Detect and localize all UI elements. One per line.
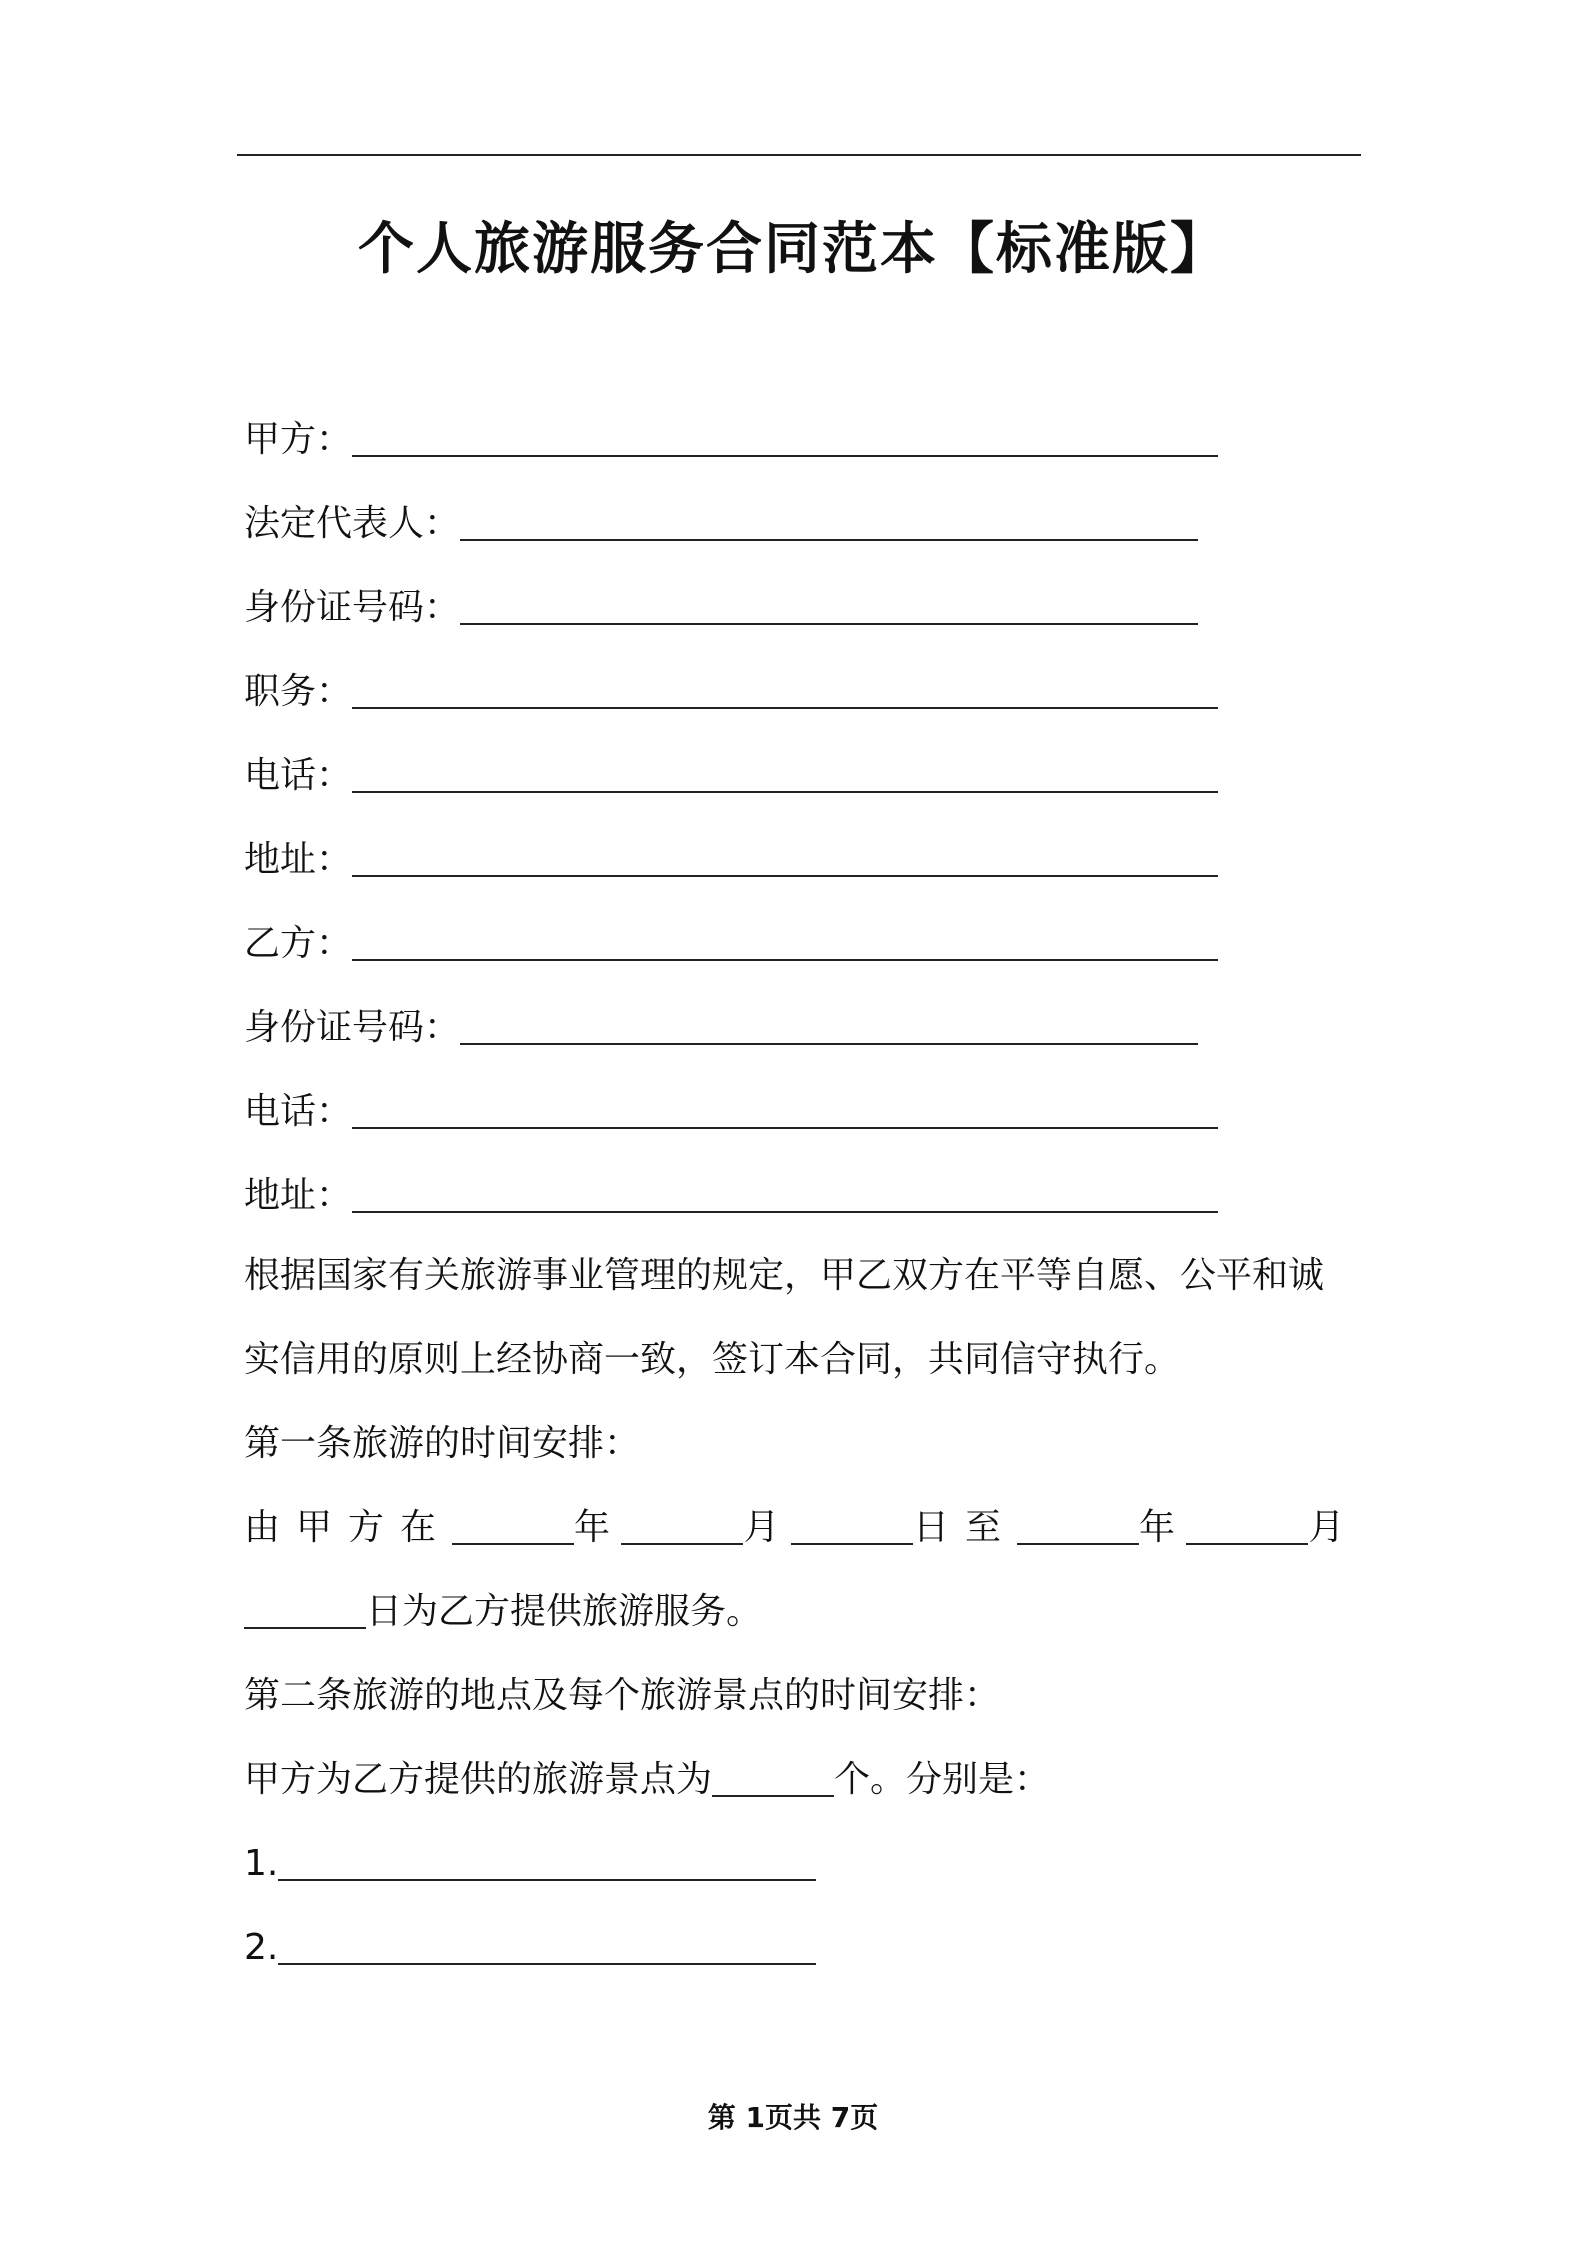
fill-blank[interactable] [244,1593,366,1629]
document-title: 个人旅游服务合同范本【标准版】 [358,217,1228,282]
fill-blank[interactable] [352,757,1218,793]
field-id-number-b [244,1006,1198,1049]
page-number: 第 1页共 7页 [707,2101,879,2134]
field-label: 乙方： [244,923,353,964]
field-address-a [244,838,1218,881]
preamble-line-1: 根据国家有关旅游事业管理的规定，甲乙双方在平等自愿、公平和诚 [244,1255,1325,1296]
month-label: 月 [1308,1507,1345,1548]
fill-blank[interactable] [712,1761,834,1797]
field-label: 身份证号码： [244,1007,461,1048]
fill-blank[interactable] [460,589,1198,625]
fill-blank[interactable] [460,1009,1198,1045]
field-party-a [244,418,1218,461]
article-1-heading: 第一条旅游的时间安排： [244,1423,641,1464]
field-label: 身份证号码： [244,587,461,628]
fill-blank[interactable] [791,1509,913,1545]
preamble-line-2: 实信用的原则上经协商一致，签订本合同，共同信守执行。 [244,1339,1181,1380]
field-phone-b [244,1090,1218,1133]
fill-blank[interactable] [452,1509,574,1545]
fill-blank[interactable] [460,505,1198,541]
field-party-b [244,922,1218,965]
field-label: 职务： [244,671,353,712]
field-label: 电话： [244,1091,353,1132]
list-item-number: 2. [244,1927,279,1968]
field-label: 地址： [244,839,353,880]
month-label: 月 [743,1507,780,1548]
fill-blank[interactable] [278,1929,816,1965]
count-prefix: 甲方为乙方提供的旅游景点为 [244,1759,713,1800]
fill-blank[interactable] [352,421,1218,457]
fill-blank[interactable] [1017,1509,1139,1545]
article-2-heading: 第二条旅游的地点及每个旅游景点的时间安排： [244,1675,1001,1716]
header-rule [237,154,1361,156]
field-id-number-a [244,586,1198,629]
article-1-dates [244,1506,1344,1549]
fill-blank[interactable] [352,1177,1218,1213]
fill-blank[interactable] [621,1509,743,1545]
field-label: 法定代表人： [244,503,461,544]
year-label: 年 [1138,1507,1175,1548]
list-item [244,1926,816,1969]
field-label: 地址： [244,1175,353,1216]
fill-blank[interactable] [352,925,1218,961]
field-label: 甲方： [244,419,353,460]
fill-blank[interactable] [352,1093,1218,1129]
day-to-label: 日至 [912,1507,1017,1548]
article-1-end-text: 日为乙方提供旅游服务。 [366,1591,763,1632]
date-prefix: 由甲方在 [244,1507,453,1548]
article-2-count [244,1758,1050,1801]
field-position [244,670,1218,713]
field-legal-rep [244,502,1198,545]
list-item-number: 1. [244,1843,279,1884]
fill-blank[interactable] [278,1845,816,1881]
year-label: 年 [574,1507,611,1548]
fill-blank[interactable] [1186,1509,1308,1545]
list-item [244,1842,816,1885]
field-label: 电话： [244,755,353,796]
fill-blank[interactable] [352,673,1218,709]
fill-blank[interactable] [352,841,1218,877]
count-suffix: 个。分别是： [834,1759,1051,1800]
article-1-end [244,1590,762,1633]
field-phone-a [244,754,1218,797]
field-address-b [244,1174,1218,1217]
